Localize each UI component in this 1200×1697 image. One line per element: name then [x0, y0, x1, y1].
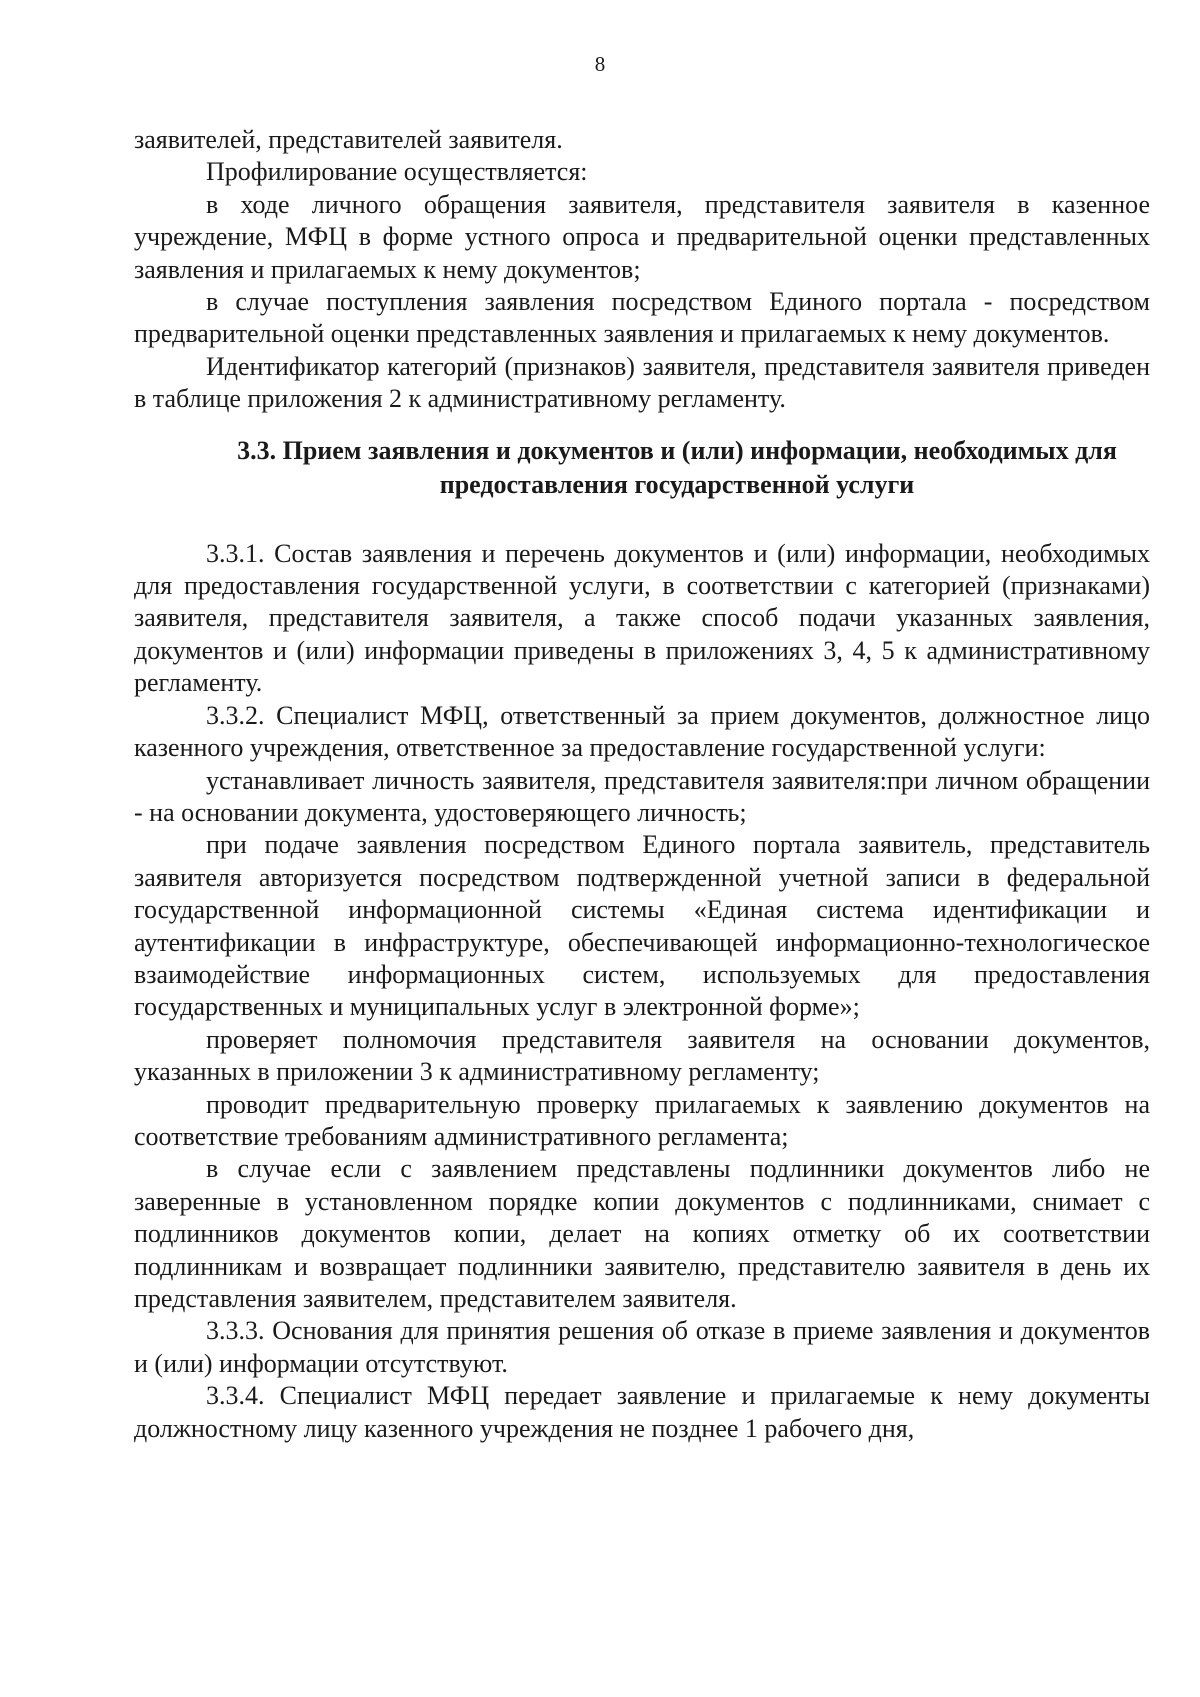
- page-number: 8: [594, 52, 606, 76]
- section-heading: 3.3. Прием заявления и документов и (или) информации, необходимых для предоставления государственной услуги: [237, 435, 1117, 499]
- paragraph: Профилирование осуществляется:: [206, 157, 588, 187]
- paragraph: в ходе личного обращения заявителя, представителя заявителя в казенное учреждение, МФЦ в форме устного опроса и предварительной оценки представленных заявления и прилагаемых к нему документов;: [134, 189, 1150, 284]
- paragraph: при подаче заявления посредством Единого портала заявитель, представитель заявителя авторизуется посредством подтвержденной учетной записи в федеральной государственной информационной системы «Единая система идентификации и аутентификации в инфраструктуре, обеспечивающей информационно-технологическое взаимодействие информационных систем, используемых для предоставления государственных и муниципальных услуг в электронной форме»;: [134, 830, 1150, 1022]
- paragraph: Идентификатор категорий (признаков) заявителя, представителя заявителя приведен в таблице приложения 2 к административному регламенту.: [134, 351, 1150, 414]
- paragraph: 3.3.3. Основания для принятия решения об отказе в приеме заявления и документов и (или) информации отсутствуют.: [134, 1316, 1150, 1378]
- paragraph: в случае поступления заявления посредством Единого портала - посредством предварительной оценки представленных заявления и прилагаемых к нему документов.: [134, 287, 1150, 349]
- paragraph: проводит предварительную проверку прилагаемых к заявлению документов на соответствие требованиям административного регламента;: [134, 1089, 1150, 1151]
- paragraph: 3.3.1. Состав заявления и перечень документов и (или) информации, необходимых для предоставления государственной услуги, в соответствии с категорией (признаками) заявителя, представителя заявителя, а также способ подачи указанных заявления, документов и (или) информации приведены в приложениях 3, 4, 5 к административному регламенту.: [134, 538, 1150, 698]
- paragraph: заявителей, представителей заявителя.: [134, 125, 563, 154]
- document-body: [134, 124, 1150, 1445]
- paragraph: 3.3.2. Специалист МФЦ, ответственный за прием документов, должностное лицо казенного учреждения, ответственное за предоставление государственной услуги:: [134, 700, 1150, 763]
- paragraph: 3.3.4. Специалист МФЦ передает заявление и прилагаемые к нему документы должностному лицу казенного учреждения не позднее 1 рабочего дня,: [134, 1381, 1150, 1443]
- paragraph: в случае если с заявлением представлены подлинники документов либо не заверенные в установленном порядке копии документов с подлинниками, снимает с подлинников документов копии, делает на копиях отметку об их соответствии подлинникам и возвращает подлинники заявителю, представителю заявителя в день их представления заявителем, представителем заявителя.: [134, 1154, 1150, 1313]
- paragraph: устанавливает личность заявителя, представителя заявителя:при личном обращении - на основании документа, удостоверяющего личность;: [134, 765, 1150, 827]
- paragraph: проверяет полномочия представителя заявителя на основании документов, указанных в приложении 3 к административному регламенту;: [134, 1024, 1150, 1087]
